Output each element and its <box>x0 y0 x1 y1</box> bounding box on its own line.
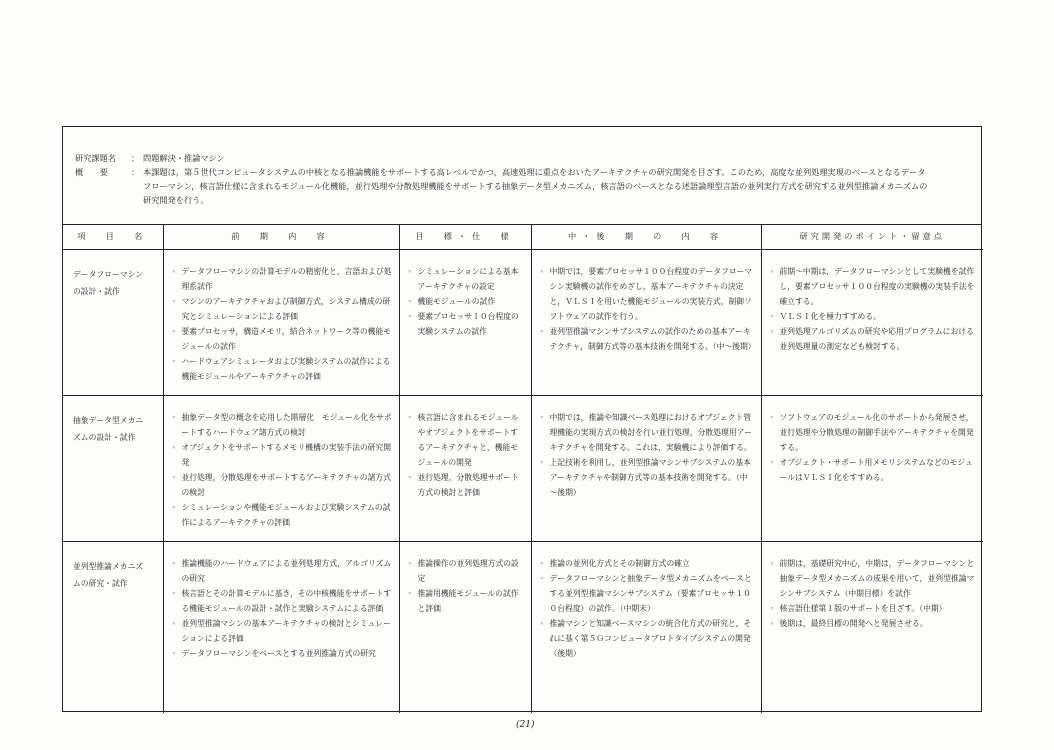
list-item: ◦ マシンのアーキテクチャおよび制御方式，システム構成の研究とシミュレーションによる評価 <box>172 294 393 324</box>
point-list <box>770 556 978 631</box>
item-name-text: 並列型推論メカニズ ムの研究・試作 <box>73 561 144 588</box>
cell-early <box>163 395 399 541</box>
topic-label: 研究課題名 <box>75 153 116 163</box>
list-item: ◦ ソフトウェアのモジュール化のサポートから発展させ，並行処理や分散処理の制御手法やアーキテクチャを開発する。 <box>770 410 978 455</box>
list-item: ◦ 後期は，最終目標の開発へと発展させる。 <box>770 616 978 631</box>
list-item: ◦ 前期は，基礎研究中心，中期は，データフローマシンと抽象データ型メカニズムの成果を用いて，並列型推論マシンサブシステム（中期目標）を試作 <box>770 556 978 601</box>
list-item: ◦ 推論操作の並列処理方式の設定 <box>408 556 525 586</box>
header-early: 前 期 内 容 <box>163 225 399 249</box>
list-item: ◦ 並列型推論マシンの基本アーキテクチャの検討とシミュレーションによる評価 <box>172 616 393 646</box>
list-item: ◦ 中期では，推論や知識ベース処理におけるオブジェクト管理機能の実現方式の検討を行い並行処理，分散処理用アーキテクチャを開発する。これは，実験機により評価する。 <box>540 410 755 455</box>
overview-label: 概 要 <box>75 167 108 177</box>
mid-list <box>540 556 759 661</box>
header-item: 項 目 名 <box>63 225 163 249</box>
header-row <box>63 225 983 249</box>
list-item: ◦ 要素プロセッサ１０台程度の実験システムの試作 <box>408 309 525 339</box>
list-item: ◦ 抽象データ型の概念を応用した階層化 モジュール化をサポートするハードウェア諸方式の検討 <box>172 410 393 440</box>
list-item: ◦ シミュレーションや機能モジュールおよび実験システムの試作によるアーキテクチャの評価 <box>172 500 393 530</box>
list-item: ◦ 核言語とその計算モデルに基き，その中核機能をサポートする機能モジュールの設計・試作と実験システムによる評価 <box>172 586 393 616</box>
row-item-name <box>63 395 163 541</box>
header-mid: 中・後 期 の 内 容 <box>531 225 761 249</box>
row-item-name <box>63 249 163 395</box>
mid-list <box>540 410 755 500</box>
list-item: ◦ 機能モジュールの試作 <box>408 294 525 309</box>
list-item: ◦ オブジェクトをサポートするメモリ機構の実装手法の研究開発 <box>172 440 393 470</box>
research-plan-table <box>63 225 983 713</box>
list-item: ◦ シミュレーションによる基本アーキテクチャの設定 <box>408 264 525 294</box>
list-item: ◦ ＶＬＳＩ化を極力すすめる。 <box>770 309 978 324</box>
cell-point <box>761 249 983 395</box>
table-row <box>63 541 983 713</box>
list-item: ◦ 推論の並列化方式とその制御方式の確立 <box>540 556 755 571</box>
cell-mid <box>531 395 761 541</box>
item-name-text: 抽象データ型メカニ ズムの設計・試作 <box>73 415 144 442</box>
overview-row: 概 要 ： 本課題は，第５世代コンピュータシステムの中核となる推論機能をサポートする高レベルでかつ，高速処理に重点をおいたアーキテクチャの研究開発を目ざす。このため，高度な並列処理実現のベースとなるデータ フローマシン，核言語仕様に含まれるモジュール化機能，並行処理や分散処理機能をサポートする抽象データ型メカニズム，核言語のベースとなる述語論理型言語の並列実行方式を研究する並列型推論メカニズムの 研究開発を行う。 <box>75 165 971 207</box>
cell-early <box>163 249 399 395</box>
list-item: ◦ データフローマシンの計算モデルの精密化と，言語および処理系試作 <box>172 264 393 294</box>
list-item: ◦ 核言語に含まれるモジュールやオブジェクトをサポートするアーキテクチャと，機能モジュールの開発 <box>408 410 525 470</box>
list-item: ◦ データフローマシンをベースとする並列推論方式の研究 <box>172 646 393 661</box>
summary-block <box>63 127 981 225</box>
mid-list <box>540 264 755 354</box>
cell-early <box>163 541 399 713</box>
early-list <box>172 556 393 661</box>
point-list <box>770 264 978 354</box>
list-item: ◦ 前期～中期は，データフローマシンとして実験機を試作し，要素プロセッサ１００台程度の実験機の実装手法を確立する。 <box>770 264 978 309</box>
goal-list <box>408 556 525 616</box>
list-item: ◦ 並列処理アルゴリズムの研究や応用プログラムにおける並列処理量の測定なども検討する。 <box>770 324 978 354</box>
list-item: ◦ 核言語仕様第１版のサポートを目ざす。（中期） <box>770 601 978 616</box>
cell-goal <box>399 541 531 713</box>
list-item: ◦ 並行処理，分散処理サポート方式の検討と評価 <box>408 470 525 500</box>
point-list <box>770 410 978 485</box>
list-item: ◦ ハードウェアシミュレータおよび実験システムの試作による機能モジュールやアーキテクチャの評価 <box>172 354 393 384</box>
cell-goal <box>399 395 531 541</box>
list-item: ◦ 推論マシンと知識ベースマシンの統合化方式の研究と，それに基く第５Ｇコンピュータプロトタイプシステムの開発 （後期） <box>540 616 755 661</box>
header-goal: 目 標・仕 様 <box>399 225 531 249</box>
list-item: ◦ オブジェクト・サポート用メモリシステムなどのモジュールはＶＬＳＩ化をすすめる。 <box>770 455 978 485</box>
table-row <box>63 249 983 395</box>
list-item: ◦ 並列型推論マシンサブシステムの試作のための基本アーキテクチャ，制御方式等の基本技術を開発する。（中～後期） <box>540 324 755 354</box>
item-name-text: データフローマシン の設計・試作 <box>73 269 143 296</box>
cell-goal <box>399 249 531 395</box>
topic-value: 問題解決・推論マシン <box>143 153 225 163</box>
table-row <box>63 395 983 541</box>
list-item: ◦ 推論用機能モジュールの試作と評価 <box>408 586 525 616</box>
list-item: ◦ 中期では，要素プロセッサ１００台程度のデータフローマシン実験機の試作をめざし，基本アーキテクチャの決定と，ＶＬＳＩを用いた機能モジュールの実装方式，制御ソフトウェアの試作を行う。 <box>540 264 755 324</box>
list-item: ◦ 並行処理，分散処理をサポートするアーキテクチャの諸方式の検討 <box>172 470 393 500</box>
table-body <box>63 249 983 713</box>
page-number: (21) <box>516 720 535 730</box>
goal-list <box>408 410 525 500</box>
list-item: ◦ データフローマシンと抽象データ型メカニズムをベースとする並列型推論マシンサブシステム（要素プロセッサ１００台程度）の試作。（中期末） <box>540 571 755 616</box>
list-item: ◦ 推論機能のハードウェアによる並列処理方式，アルゴリズムの研究 <box>172 556 393 586</box>
cell-mid <box>531 541 761 713</box>
list-item: ◦ 上記技術を利用し，並列型推論マシンサブシステムの基本アーキテクチャや制御方式等の基本技術を開発する。（中～後期） <box>540 455 755 500</box>
goal-list <box>408 264 525 339</box>
early-list <box>172 410 393 530</box>
research-table-document <box>62 126 982 712</box>
cell-point <box>761 541 983 713</box>
list-item: ◦ 要素プロセッサ，構造メモリ，結合ネットワーク等の機能モジュールの試作 <box>172 324 393 354</box>
header-point: 研究開発のポイント・留意点 <box>761 225 983 249</box>
row-item-name <box>63 541 163 713</box>
cell-point <box>761 395 983 541</box>
early-list <box>172 264 393 384</box>
cell-mid <box>531 249 761 395</box>
topic-row: 研究課題名 ： 問題解決・推論マシン <box>75 151 971 165</box>
overview-text: 本課題は，第５世代コンピュータシステムの中核となる推論機能をサポートする高レベルでかつ，高速処理に重点をおいたアーキテクチャの研究開発を目ざす。このため，高度な並列処理実現のベースとなるデータ フローマシン，核言語仕様に含まれるモジュール化機能，並行処理や分散処理機能をサポートする抽象データ型メカニズム，核言語のベースとなる述語論理型言語の並列実行方式を研究する並列型推論メカニズムの 研究開発を行う。 <box>143 167 928 205</box>
